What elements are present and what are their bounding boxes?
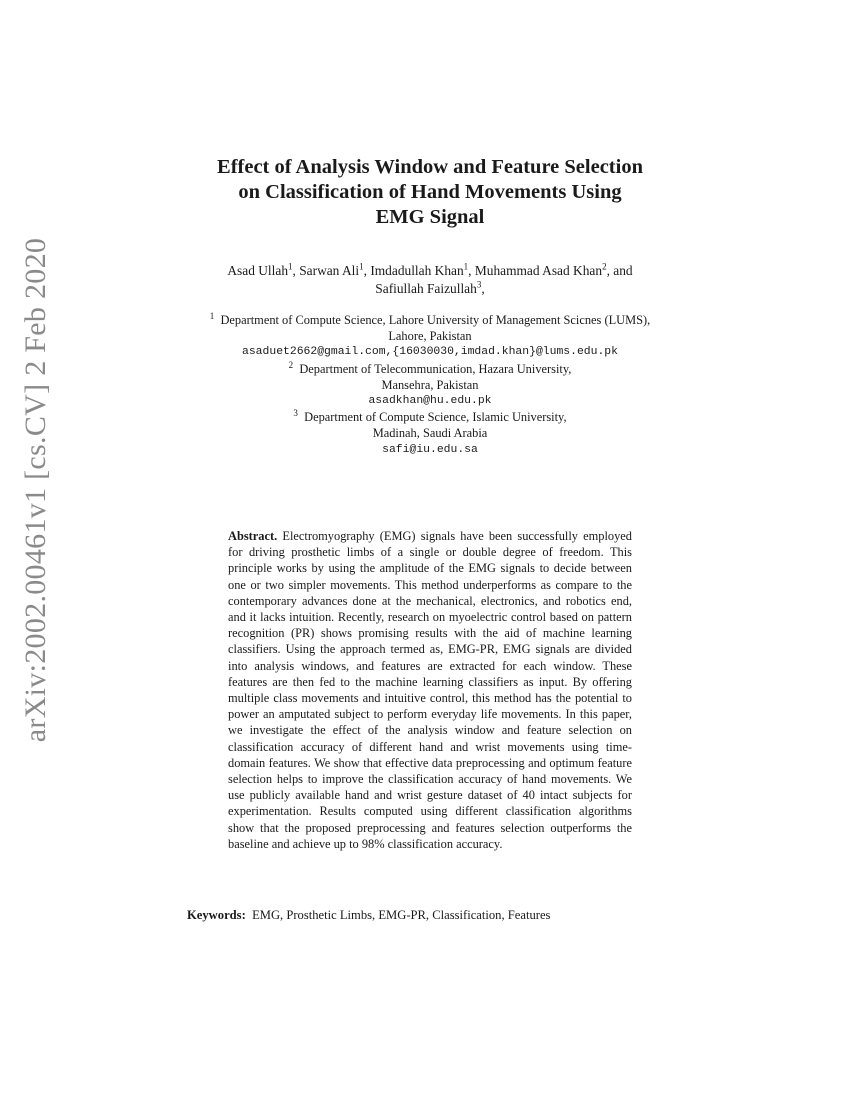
affiliation-3: $^3$ Department of Compute Science, Islamic University, Madinah, Saudi Arabia safi@iu.edu.sa	[150, 409, 710, 458]
author-name: Muhammad Asad Khan	[474, 263, 603, 278]
author-affiliation-mark: 1	[288, 261, 293, 272]
abstract-text: Electromyography (EMG) signals have been successfully employed for driving prosthetic limbs of a single or double degree of freedom. This principle works by using the amplitude of the EMG signals to decide between one or two simpler movements. This method underperforms as compare to the contemporary advances done at the mechanical, electronics, and robotics end, and it lacks intuition. Recently, research on myoelectric control based on pattern recognition (PR) shows promising results with the aid of machine learning classifiers. Using the approach termed as, EMG-PR, EMG signals are divided into analysis windows, and features are extracted for each window. These features are then fed to the machine learning classifiers as input. By offering multiple class movements and intuitive control, this method has the potential to power an amputated subject to perform everyday life movements. In this paper, we investigate the effect of the analysis window and feature selection on classification accuracy of different hand and wrist movements using time-domain features. We show that effective data preprocessing and optimum feature selection helps to improve the classification accuracy of hand movements. We use publicly available hand and wrist gesture dataset of 40 intact subjects for experimentation. Results computed using different classification algorithms show that the proposed preprocessing and features selection outperforms the baseline and achieve up to 98% classification accuracy.	[228, 529, 632, 851]
author-list	[150, 262, 710, 298]
abstract-label: Abstract.	[228, 529, 278, 543]
author-affiliation-mark: 2	[602, 261, 607, 272]
author-name: Safiullah Faizullah	[375, 281, 477, 296]
affiliation-email[interactable]: asaduet2662@gmail.com,{16030030,imdad.khan}@lums.edu.pk	[242, 346, 618, 359]
author-line-1: Asad Ullah$^1$, Sarwan Ali$^1$, Imdadullah Khan$^1$, Muhammad Asad Khan$^2$, and	[227, 261, 633, 278]
keywords-label: Keywords:	[187, 908, 246, 922]
author-name: Imdadullah Khan	[370, 263, 464, 278]
title-line-3: EMG Signal	[375, 206, 485, 228]
keywords-text: EMG, Prosthetic Limbs, EMG-PR, Classification, Features	[252, 908, 551, 922]
affiliation-2: $^2$ Department of Telecommunication, Hazara University, Mansehra, Pakistan asadkhan@hu.edu.pk	[150, 361, 710, 410]
affiliation-email[interactable]: safi@iu.edu.sa	[382, 443, 478, 456]
arxiv-stamp	[6, 237, 66, 743]
paper-title	[150, 155, 710, 230]
title-line-1: Effect of Analysis Window and Feature Selection	[217, 156, 643, 178]
affiliation-1: $^1$ Department of Compute Science, Lahore University of Management Scicnes (LUMS), Lahore, Pakistan asaduet2662@gmail.com,{16030030,imdad.khan}@lums.edu.pk	[150, 312, 710, 361]
author-affiliation-mark: 3	[476, 279, 482, 290]
affiliation-email[interactable]: asadkhan@hu.edu.pk	[368, 395, 492, 408]
author-line-2: Safiullah Faizullah$^3$,	[375, 279, 485, 296]
author-affiliation-mark: 1	[463, 261, 469, 272]
author-affiliation-mark: 1	[359, 261, 364, 272]
affiliations	[150, 312, 710, 458]
keywords	[187, 907, 667, 923]
abstract	[228, 528, 632, 852]
author-name: Sarwan Ali	[299, 263, 360, 278]
author-name: Asad Ullah	[227, 263, 289, 278]
arxiv-identifier: arXiv:2002.00461v1 [cs.CV] 2 Feb 2020	[19, 237, 53, 743]
title-line-2: on Classification of Hand Movements Using	[238, 181, 622, 203]
